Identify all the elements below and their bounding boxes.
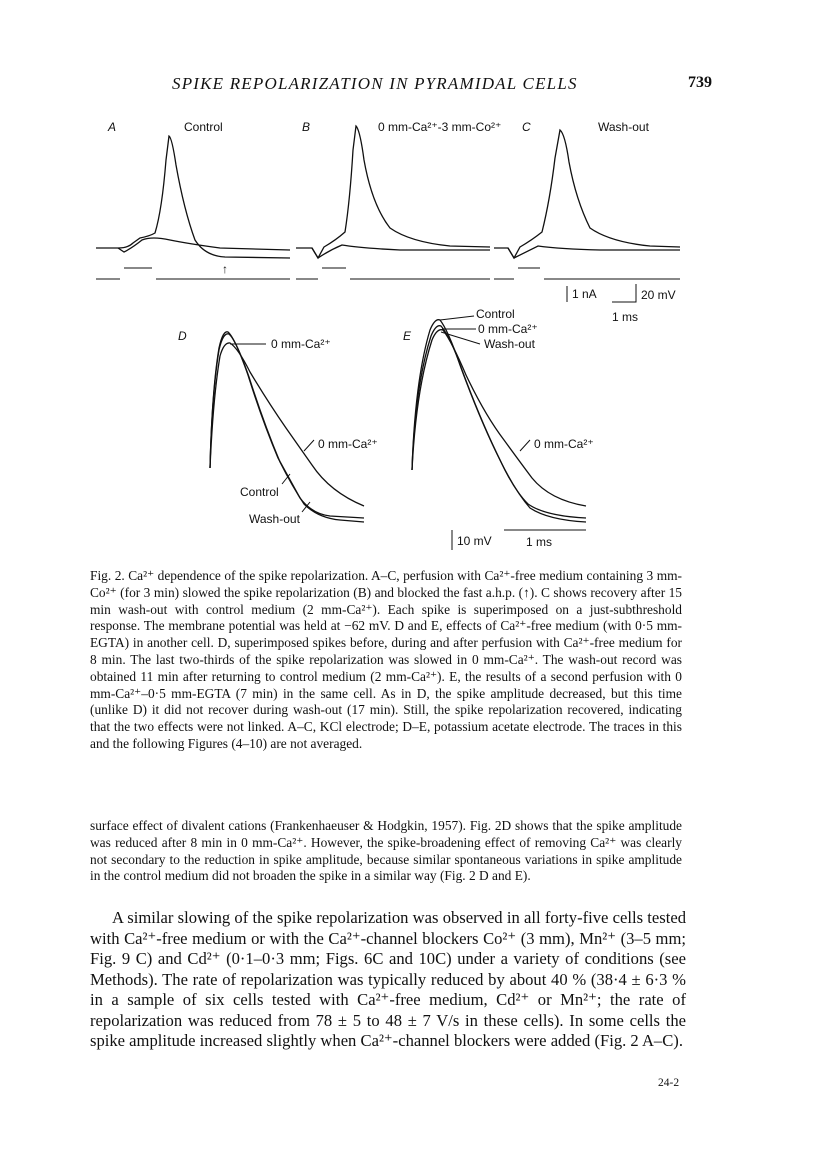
panel-c-subthreshold-trace — [508, 246, 680, 258]
panel-d-label-3: Control — [240, 485, 279, 499]
panel-c-spike-trace — [494, 130, 680, 258]
voltage-scale-label-bottom: 10 mV — [457, 534, 492, 548]
current-scale-label: 1 nA — [572, 287, 597, 301]
body-paragraph-2-text: A similar slowing of the spike repolarization was observed in all forty-five cells tested with Ca²⁺-free medium or with the Ca²⁺-channel blockers Co²⁺ (3 mm), Mn²⁺ (3–5 mm; Fig. 9 C) and Cd²⁺ (0·1–0·3 mm; Figs. 6C and 10C) under a variety of conditions (see Methods). The rate of repolarization was typically reduced by about 40 % (38·4 ± 6·3 % in a sample of six cells tested with Ca²⁺-free medium, Cd²⁺ or Mn²⁺; the rate of repolarization was reduced from 78 ± 5 to 48 ± 7 V/s in these cells). In some cells the spike amplitude increased slightly when Ca²⁺-channel blockers were added (Fig. 2 A–C). — [90, 908, 686, 1050]
panel-d — [178, 329, 378, 526]
panel-e-label-4: 0 mm-Ca²⁺ — [534, 437, 594, 451]
figure-2 — [0, 0, 816, 560]
fast-ahp-arrow: ↑ — [222, 262, 228, 276]
body-paragraph-2 — [90, 908, 686, 1052]
time-scale-label-top: 1 ms — [612, 310, 639, 324]
panel-e-label-1: Control — [476, 307, 515, 321]
panel-c — [494, 120, 680, 279]
voltage-scale-bar — [612, 284, 636, 302]
panel-c-letter: C — [522, 120, 531, 134]
panel-b-spike-trace — [296, 126, 490, 258]
panel-e-label-2: 0 mm-Ca²⁺ — [478, 322, 538, 336]
top-scale-bars — [567, 284, 676, 324]
panel-a — [96, 120, 290, 279]
voltage-scale-label: 20 mV — [641, 288, 676, 302]
panel-b-letter: B — [302, 120, 311, 134]
body-paragraph-1-text: surface effect of divalent cations (Frankenhaeuser & Hodgkin, 1957). Fig. 2D shows that the spike amplitude was reduced after 8 min in 0 mm-Ca²⁺. However, the spike-broadening effect of removing Ca²⁺ was clearly not secondary to the reduction in spike amplitude, because similar spontaneous variations in spike amplitude in the control medium did not broaden the spike in a similar way (Fig. 2 D and E). — [90, 818, 682, 884]
panel-b-label: 0 mm-Ca²⁺-3 mm-Co²⁺ — [378, 120, 502, 134]
body-paragraph-1 — [90, 818, 682, 885]
panel-e-leader-3 — [441, 332, 480, 344]
panel-c-label: Wash-out — [598, 120, 649, 134]
signature-mark: 24-2 — [658, 1077, 680, 1089]
panel-b — [296, 120, 501, 279]
running-head: SPIKE REPOLARIZATION IN PYRAMIDAL CELLS — [172, 74, 578, 93]
panel-d-trace-control — [210, 332, 364, 518]
page-number: 739 — [688, 74, 712, 91]
panel-d-label-4: Wash-out — [249, 512, 300, 526]
panel-d-label-2: 0 mm-Ca²⁺ — [318, 437, 378, 451]
panel-a-label: Control — [184, 120, 223, 134]
panel-e-label-3: Wash-out — [484, 337, 535, 351]
figure-caption — [90, 568, 682, 753]
bottom-scale-bars — [452, 530, 586, 550]
panel-d-trace-0ca — [210, 343, 364, 506]
panel-e-trace-washout — [412, 326, 586, 522]
caption-text: Ca²⁺ dependence of the spike repolarization. A–C, perfusion with Ca²⁺-free medium containing 3 mm-Co²⁺ (for 3 min) slowed the spike repolarization (B) and blocked the fast a.h.p. (↑). C shows recovery after 15 min wash-out with control medium (2 mm-Ca²⁺). Each spike is superimposed on a just-subthreshold response. The membrane potential was held at −62 mV. D and E, effects of Ca²⁺-free medium (with 0·5 mm-EGTA) in another cell. D, superimposed spikes before, during and after perfusion with Ca²⁺-free medium for 8 min. The last two-thirds of the spike repolarization was slowed in 0 mm-Ca²⁺. The wash-out record was obtained 11 min after returning to control medium (2 mm-Ca²⁺). E, the results of a second perfusion with 0 mm-Ca²⁺–0·5 mm-EGTA (7 min) in the same cell. As in D, the spike amplitude decreased, but this time (unlike D) it did not recover during wash-out (17 min). Still, the spike repolarization recovered, indicating that the two effects were not linked. A–C, KCl electrode; D–E, potassium acetate electrode. The traces in this and the following Figures (4–10) are not averaged. — [90, 568, 682, 751]
time-scale-label-bottom: 1 ms — [526, 535, 553, 549]
panel-d-leader-2 — [304, 440, 314, 451]
panel-e-leader-1 — [440, 316, 474, 320]
panel-a-current-step — [96, 268, 290, 279]
panel-e-letter: E — [403, 329, 412, 343]
panel-e-trace-0ca — [412, 330, 586, 506]
panel-e — [403, 307, 594, 522]
panel-a-spike-trace — [96, 136, 290, 258]
caption-label: Fig. 2. — [90, 568, 125, 583]
panel-a-letter: A — [108, 120, 117, 134]
panel-d-letter: D — [178, 329, 187, 343]
panel-b-current-step — [296, 268, 490, 279]
panel-d-label-1: 0 mm-Ca²⁺ — [271, 337, 331, 351]
panel-c-current-step — [494, 268, 680, 279]
panel-e-leader-4 — [520, 440, 530, 451]
